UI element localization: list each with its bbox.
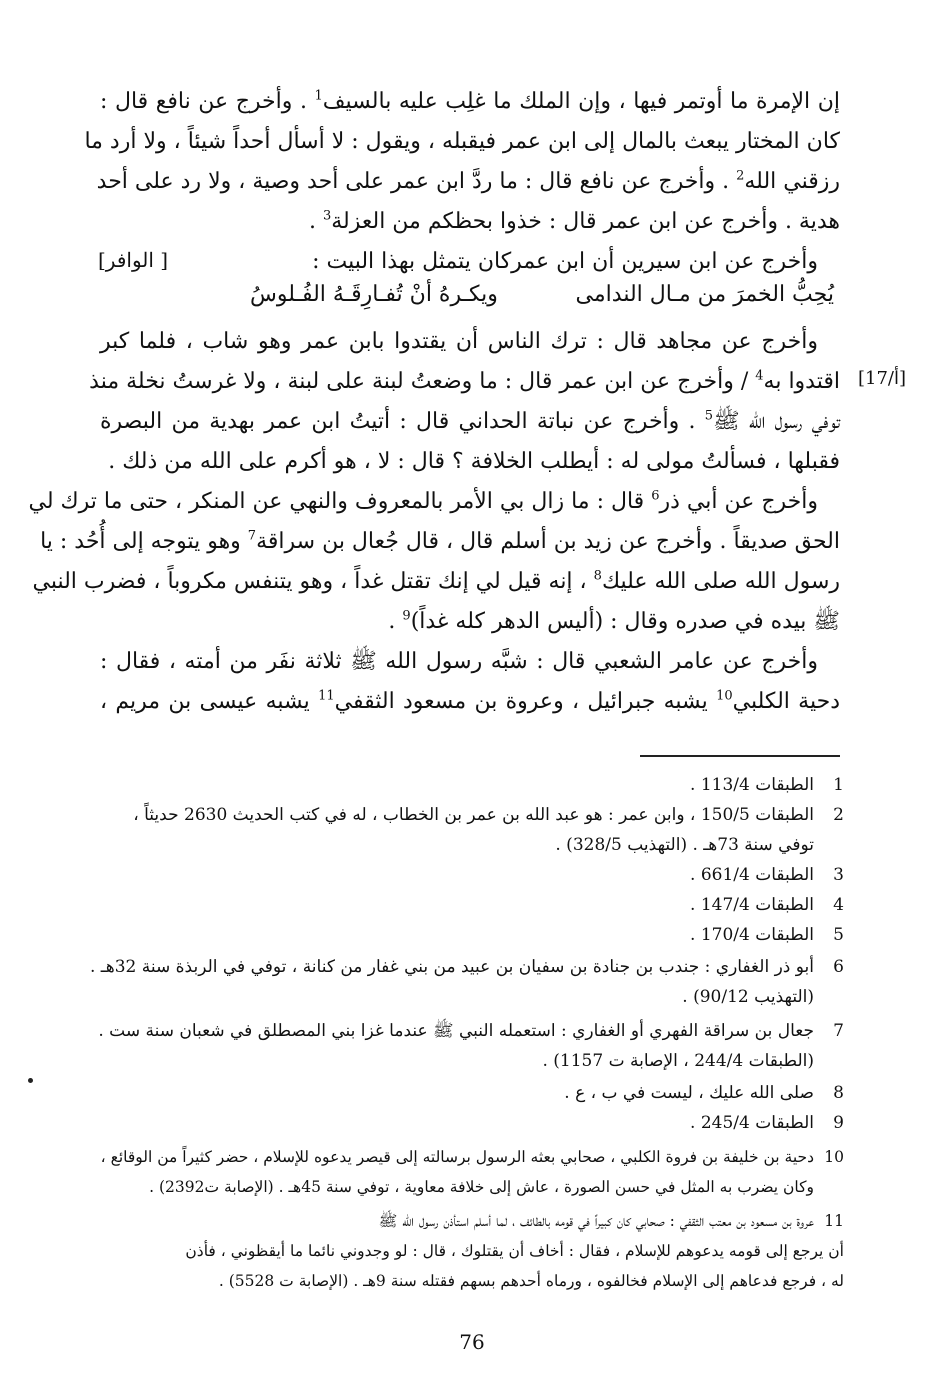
footnote-11 xyxy=(100,1206,844,1296)
footnote-4 xyxy=(100,890,844,920)
text-line-11: وأخرج عن أبي ذر$^6$ قال : ما زال بي الأمر بالمعروف والنهي عن المنكر ، حتى ما ترك لي xyxy=(28,488,818,514)
verse-first-hemistich: يُحِبُّ الخمرَ من مـال الندامى xyxy=(575,282,834,307)
text-line-10: فقبلها ، فسألتُ مولى له : أيطلب الخلافة ؟ قال : لا ، هو أكرم على الله من ذلك . xyxy=(108,449,840,474)
footnote-text: عروة بن مسعود بن معتب الثقفي : صحابي كان كبيراً في قومه بالطائف ، لما أسلم استأذن رسول الله ﷺ xyxy=(378,1212,814,1230)
text-line-9: توفي رسول الله ﷺ$^5$ . وأخرج عن نباتة الحداني قال : أتيتُ ابن عمر بهدية من البصرة xyxy=(100,408,841,434)
footnote-number: 11 xyxy=(824,1212,844,1230)
footnote-text: الطبقات 147/4 . xyxy=(690,895,814,915)
footnote-6 xyxy=(89,952,844,1012)
manuscript-folio-ref: [17/أ] xyxy=(858,368,907,389)
page-number: 76 xyxy=(459,1330,485,1354)
footnote-number: 6 xyxy=(833,957,844,977)
footnote-number: 10 xyxy=(824,1148,844,1166)
text-line-16: دحية الكلبي$^{10}$ يشبه جبرائيل ، وعروة بن مسعود الثقفي$^{11}$ يشبه عيسى بن مريم ، xyxy=(100,688,841,714)
footnote-text: توفي سنة 73هـ . (التهذيب 328/5) . xyxy=(555,835,814,855)
text-line-5: وأخرج عن ابن سيرين أن ابن عمركان يتمثل بهذا البيت : xyxy=(312,249,818,274)
footnote-7 xyxy=(100,1016,844,1076)
footnote-text: جعال بن سراقة الفهري أو الغفاري : استعمله النبي ﷺ عندما غزا بني المصطلق في شعبان سنة ست . xyxy=(98,1021,814,1041)
footnote-10 xyxy=(100,1142,844,1202)
footnote-8 xyxy=(100,1078,844,1108)
footnote-1 xyxy=(100,770,844,800)
footnote-number: 9 xyxy=(833,1113,844,1133)
footnote-text: صلى الله عليك ، ليست في ب ، ع . xyxy=(564,1083,814,1103)
footnote-text: أبو ذر الغفاري : جندب بن جنادة بن سفيان بن عبيد من بني غفار من كنانة ، توفي في الربذة سنة 32هـ . xyxy=(89,957,814,977)
text-line-1: إن الإمرة ما أوتمر فيها ، وإن الملك ما غلِب عليه بالسيف$^1$ . وأخرج عن نافع قال : xyxy=(100,88,840,114)
text-line-14: ﷺ بيده في صدره وقال : (أليس الدهر كله غداً)$^9$ . xyxy=(388,608,840,634)
poetic-meter-label: [ الوافر] xyxy=(98,248,169,272)
footnote-text: وكان يضرب به المثل في حسن الصورة ، عاش إلى خلافة معاوية ، توفي سنة 45هـ . (الإصابة ت2392) . xyxy=(149,1178,814,1196)
text-line-2: كان المختار يبعث بالمال إلى ابن عمر فيقبله ، ويقول : لا أسأل أحداً شيئاً ، ولا أرد ما xyxy=(84,129,840,154)
footnote-number: 1 xyxy=(833,775,844,795)
footnote-text: الطبقات 245/4 . xyxy=(690,1113,814,1133)
footnote-number: 5 xyxy=(833,925,844,945)
footnote-number: 4 xyxy=(833,895,844,915)
text-line-8: اقتدوا به$^4$ / وأخرج عن ابن عمر قال : ما وضعتُ لبنة على لبنة ، ولا غرستُ نخلة منذ xyxy=(89,368,840,394)
footnote-text: أن يرجع إلى قومه يدعوهم للإسلام ، فقال : أخاف أن يقتلوك ، قال : لو وجدوني نائما ما أيقظوني ، فأذن xyxy=(185,1242,844,1260)
footnote-text: الطبقات 661/4 . xyxy=(690,865,814,885)
footnote-separator xyxy=(640,755,840,757)
footnote-text: الطبقات 170/4 . xyxy=(690,925,814,945)
footnote-number: 7 xyxy=(833,1021,844,1041)
scan-speck xyxy=(28,1078,33,1083)
footnote-text: الطبقات 150/5 ، وابن عمر : هو عبد الله بن عمر بن الخطاب ، له في كتب الحديث 2630 حديثاً ، xyxy=(133,805,814,825)
footnote-2 xyxy=(100,800,844,860)
text-line-12: الحق صديقاً . وأخرج عن زيد بن أسلم قال ، قال جُعال بن سراقة$^7$ وهو يتوجه إلى أُحُد : يا xyxy=(40,528,840,554)
footnote-text: (التهذيب 90/12) . xyxy=(682,987,814,1007)
footnote-text: له ، فرجع فدعاهم إلى الإسلام فخالفوه ، ورماه أحدهم بسهم فقتله سنة 9هـ . (الإصابة ت 5528) . xyxy=(218,1272,844,1290)
text-line-4: هدية . وأخرج عن ابن عمر قال : خذوا بحظكم من العزلة$^3$ . xyxy=(308,208,840,234)
footnote-number: 3 xyxy=(833,865,844,885)
footnote-number: 2 xyxy=(833,805,844,825)
footnote-text: (الطبقات 244/4 ، الإصابة ت 1157) . xyxy=(542,1051,814,1071)
verse-second-hemistich: ويكـرهُ أنْ تُفـارِقَـهُ الفُـلوسُ xyxy=(250,282,498,307)
text-line-7: وأخرج عن مجاهد قال : ترك الناس أن يقتدوا بابن عمر وهو شاب ، فلما كبر xyxy=(100,329,818,354)
footnote-5 xyxy=(100,920,844,950)
footnote-text: دحية بن خليفة بن فروة الكلبي ، صحابي بعثه الرسول برسالته إلى قيصر يدعوه للإسلام ، حضر كثيراً من الوقائع ، xyxy=(100,1148,814,1166)
footnote-number: 8 xyxy=(833,1083,844,1103)
footnote-3 xyxy=(100,860,844,890)
text-line-15: وأخرج عن عامر الشعبي قال : شبَّه رسول الله ﷺ ثلاثة نفَر من أمته ، فقال : xyxy=(100,649,818,674)
text-line-3: رزقني الله$^2$ . وأخرج عن نافع قال : ما ردَّ ابن عمر على أحد وصية ، ولا رد على أحد xyxy=(96,168,840,194)
text-line-13: رسول الله صلى الله عليك$^8$ ، إنه قيل لي إنك تقتل غداً ، وهو يتنفس مكروباً ، فضرب النبي xyxy=(32,568,840,594)
footnote-text: الطبقات 113/4 . xyxy=(690,775,814,795)
footnote-9 xyxy=(100,1108,844,1138)
